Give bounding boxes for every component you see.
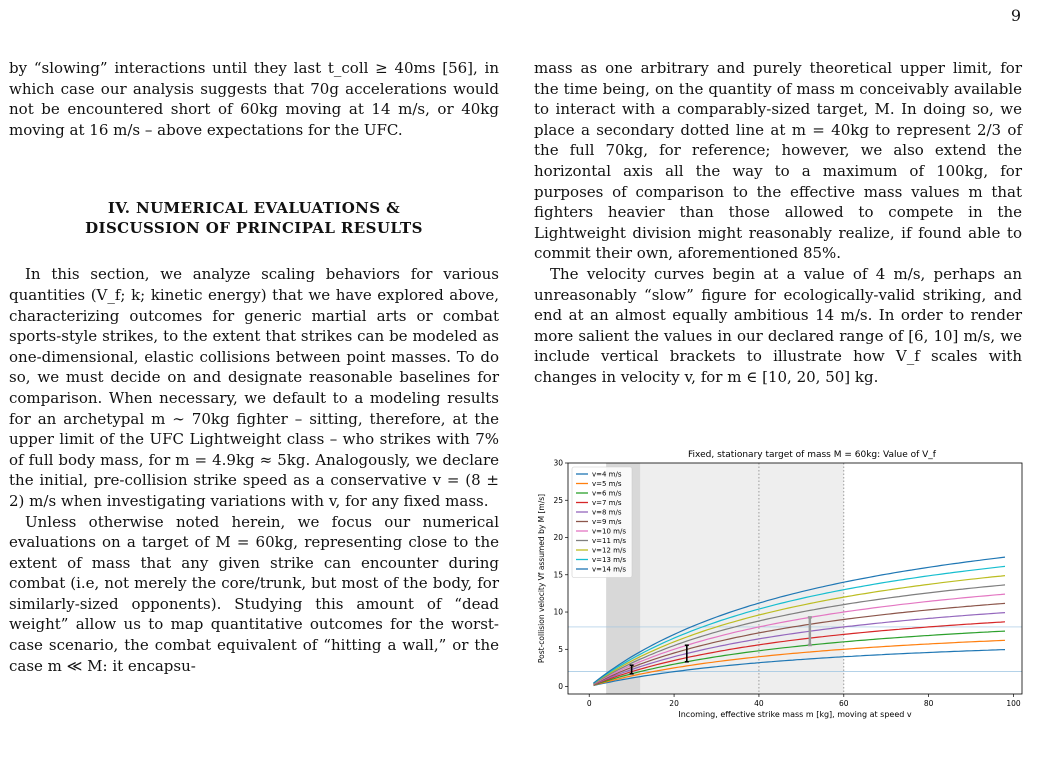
left-paragraph-1: by “slowing” interactions until they last t_coll ≥ 40ms [56], in which case our analysis suggests that 70g accelerations would not be encountered short of 60kg moving at 14 m/s, or 40kg moving at 16 m/s – above expectations for the UFC. — [9, 59, 499, 139]
left-paragraph-3: Unless otherwise noted herein, we focus our numerical evaluations on a target of M = 60kg, representing close to the extent of mass that any given strike can encounter during combat (i.e, not merely the core/trunk, but most of the body, for similarly-sized opponents). Studying this amount of “dead weight” allow us to map quantitative outcomes for the worst-case scenario, the combat equivalent of “hitting a wall,” or the case m ≪ M: it encapsu- — [9, 512, 499, 675]
page-number: 9 — [1010, 6, 1021, 25]
chart-svg — [530, 445, 1035, 730]
legend-label-12: v=12 m/s — [592, 546, 626, 555]
left-paragraph-2: In this section, we analyze scaling behaviors for various quantities (V_f; k; kinetic energy) that we have explored above, characterizing outcomes for generic martial arts or combat sports-style strikes, to the extent that strikes can be modeled as one-dimensional, elastic collisions between point masses. To do so, we must decide on and designate reasonable baselines for comparison. When necessary, we default to a modeling results for an archetypal m ∼ 70kg fighter – sitting, therefore, at the upper limit of the UFC Lightweight class – who strikes with 7% of full body mass, for m = 4.9kg ≈ 5kg. Analogously, we declare the initial, pre-collision strike speed as a conservative v = (8 ± 2) m/s when investigating variations with v, for any fixed mass. — [9, 265, 499, 510]
legend-label-6: v=6 m/s — [592, 489, 622, 498]
left-column — [9, 58, 499, 676]
x-tick-label-40: 40 — [754, 699, 764, 708]
section-heading — [9, 198, 499, 238]
x-tick-label-100: 100 — [1006, 699, 1021, 708]
legend-label-14: v=14 m/s — [592, 565, 626, 574]
legend-label-4: v=4 m/s — [592, 470, 622, 479]
chart-xlabel: Incoming, effective strike mass m [kg], moving at speed v — [678, 710, 912, 719]
right-paragraph-2: The velocity curves begin at a value of 4 m/s, perhaps an unreasonably “slow” figure for ecologically-valid striking, and end at an almost equally ambitious 14 m/s. In order to render more salient the values in our declared range of [6, 10] m/s, we include vertical brackets to illustrate how V_f scales with changes in velocity v, for m ∈ [10, 20, 50] kg. — [534, 264, 1022, 386]
y-tick-label-0: 0 — [558, 682, 563, 692]
y-tick-label-10: 10 — [553, 607, 563, 617]
legend-label-7: v=7 m/s — [592, 499, 622, 507]
right-paragraph-1: mass as one arbitrary and purely theoretical upper limit, for the time being, on the quantity of mass m conceivably available to interact with a comparably-sized target, M. In doing so, we place a secondary dotted line at m = 40kg to represent 2/3 of the full 70kg, for reference; however, we also extend the horizontal axis all the way to a maximum of 100kg, for purposes of comparison to the effective mass values m that fighters heavier than those allowed to compete in the Lightweight division might reasonably realize, if found able to commit their own, aforementioned 85%. — [534, 59, 1022, 263]
right-column — [534, 58, 1022, 388]
legend-label-5: v=5 m/s — [592, 480, 622, 488]
x-tick-label-20: 20 — [669, 699, 679, 708]
chart-ylabel: Post-collision velocity Vf assumed by M [m/s] — [537, 493, 546, 664]
chart-title: Fixed, stationary target of mass M = 60kg: Value of V_f — [688, 450, 936, 460]
y-tick-label-5: 5 — [558, 644, 563, 654]
legend-label-9: v=9 m/s — [592, 518, 622, 526]
figure-vf-chart — [530, 445, 1035, 757]
y-tick-label-15: 15 — [553, 570, 563, 580]
y-tick-label-30: 30 — [553, 458, 563, 468]
legend-label-13: v=13 m/s — [592, 556, 626, 564]
x-tick-label-60: 60 — [839, 699, 849, 708]
x-tick-label-0: 0 — [586, 699, 592, 708]
legend-label-11: v=11 m/s — [592, 537, 626, 545]
section-heading-line-1: IV. NUMERICAL EVALUATIONS & — [107, 199, 401, 218]
x-tick-label-80: 80 — [923, 699, 934, 708]
section-heading-line-2: DISCUSSION OF PRINCIPAL RESULTS — [85, 219, 423, 238]
y-tick-label-25: 25 — [553, 495, 563, 505]
y-tick-label-20: 20 — [553, 533, 563, 543]
legend-label-8: v=8 m/s — [592, 508, 622, 517]
legend-label-10: v=10 m/s — [592, 527, 626, 536]
